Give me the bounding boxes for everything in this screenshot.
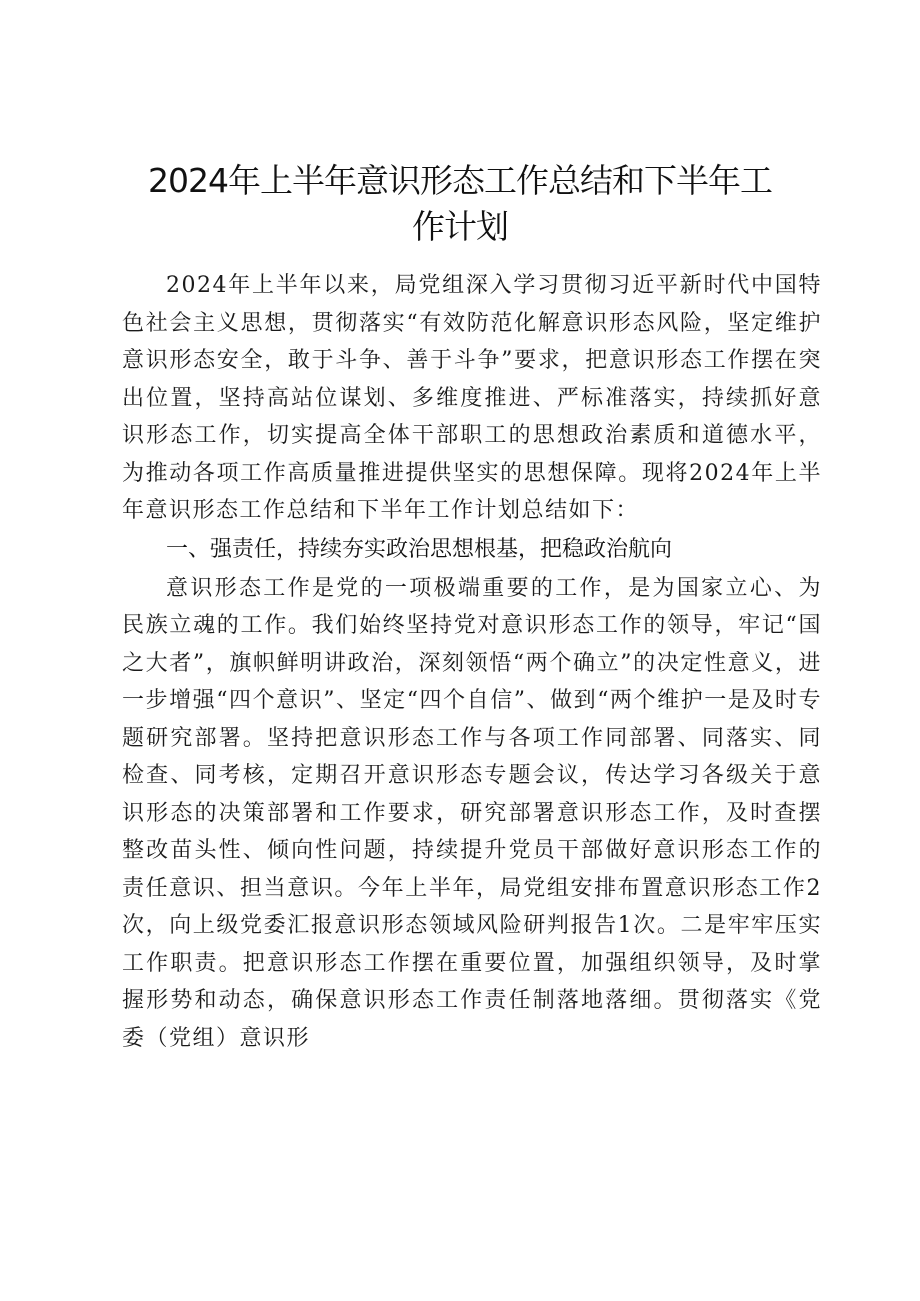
document-title — [120, 158, 800, 250]
section-1-heading: 一、强责任，持续夯实政治思想根基，把稳政治航向 — [166, 536, 673, 562]
intro-paragraph: 2024年上半年以来，局党组深入学习贯彻习近平新时代中国特色社会主义思想，贯彻落实“有效防范化解意识形态风险，坚定维护意识形态安全，敢于斗争、善于斗争”要求，把意识形态工作摆在突出位置，坚持高站位谋划、多维度推进、严标准落实，持续抓好意识形态工作，切实提高全体干部职工的思想政治素质和道德水平，为推动各项工作高质量推进提供坚实的思想保障。现将2024年上半年意识形态工作总结和下半年工作计划总结如下： — [122, 273, 822, 523]
document-title-line-1: 2024年上半年意识形态工作总结和下半年工 — [148, 161, 772, 200]
document-body — [122, 267, 822, 1057]
document-title-line-2: 作计划 — [412, 207, 508, 246]
section-1-paragraph: 意识形态工作是党的一项极端重要的工作，是为国家立心、为民族立魂的工作。我们始终坚持党对意识形态工作的领导，牢记“国之大者”，旗帜鲜明讲政治，深刻领悟“两个确立”的决定性意义，进一步增强“四个意识”、坚定“四个自信”、做到“两个维护一是及时专题研究部署。坚持把意识形态工作与各项工作同部署、同落实、同检查、同考核，定期召开意识形态专题会议，传达学习各级关于意识形态的决策部署和工作要求，研究部署意识形态工作，及时查摆整改苗头性、倾向性问题，持续提升党员干部做好意识形态工作的责任意识、担当意识。今年上半年，局党组安排布置意识形态工作2次，向上级党委汇报意识形态领域风险研判报告1次。二是牢牢压实工作职责。把意识形态工作摆在重要位置，加强组织领导，及时掌握形势和动态，确保意识形态工作责任制落地落细。贯彻落实《党委（党组）意识形 — [122, 575, 822, 1051]
